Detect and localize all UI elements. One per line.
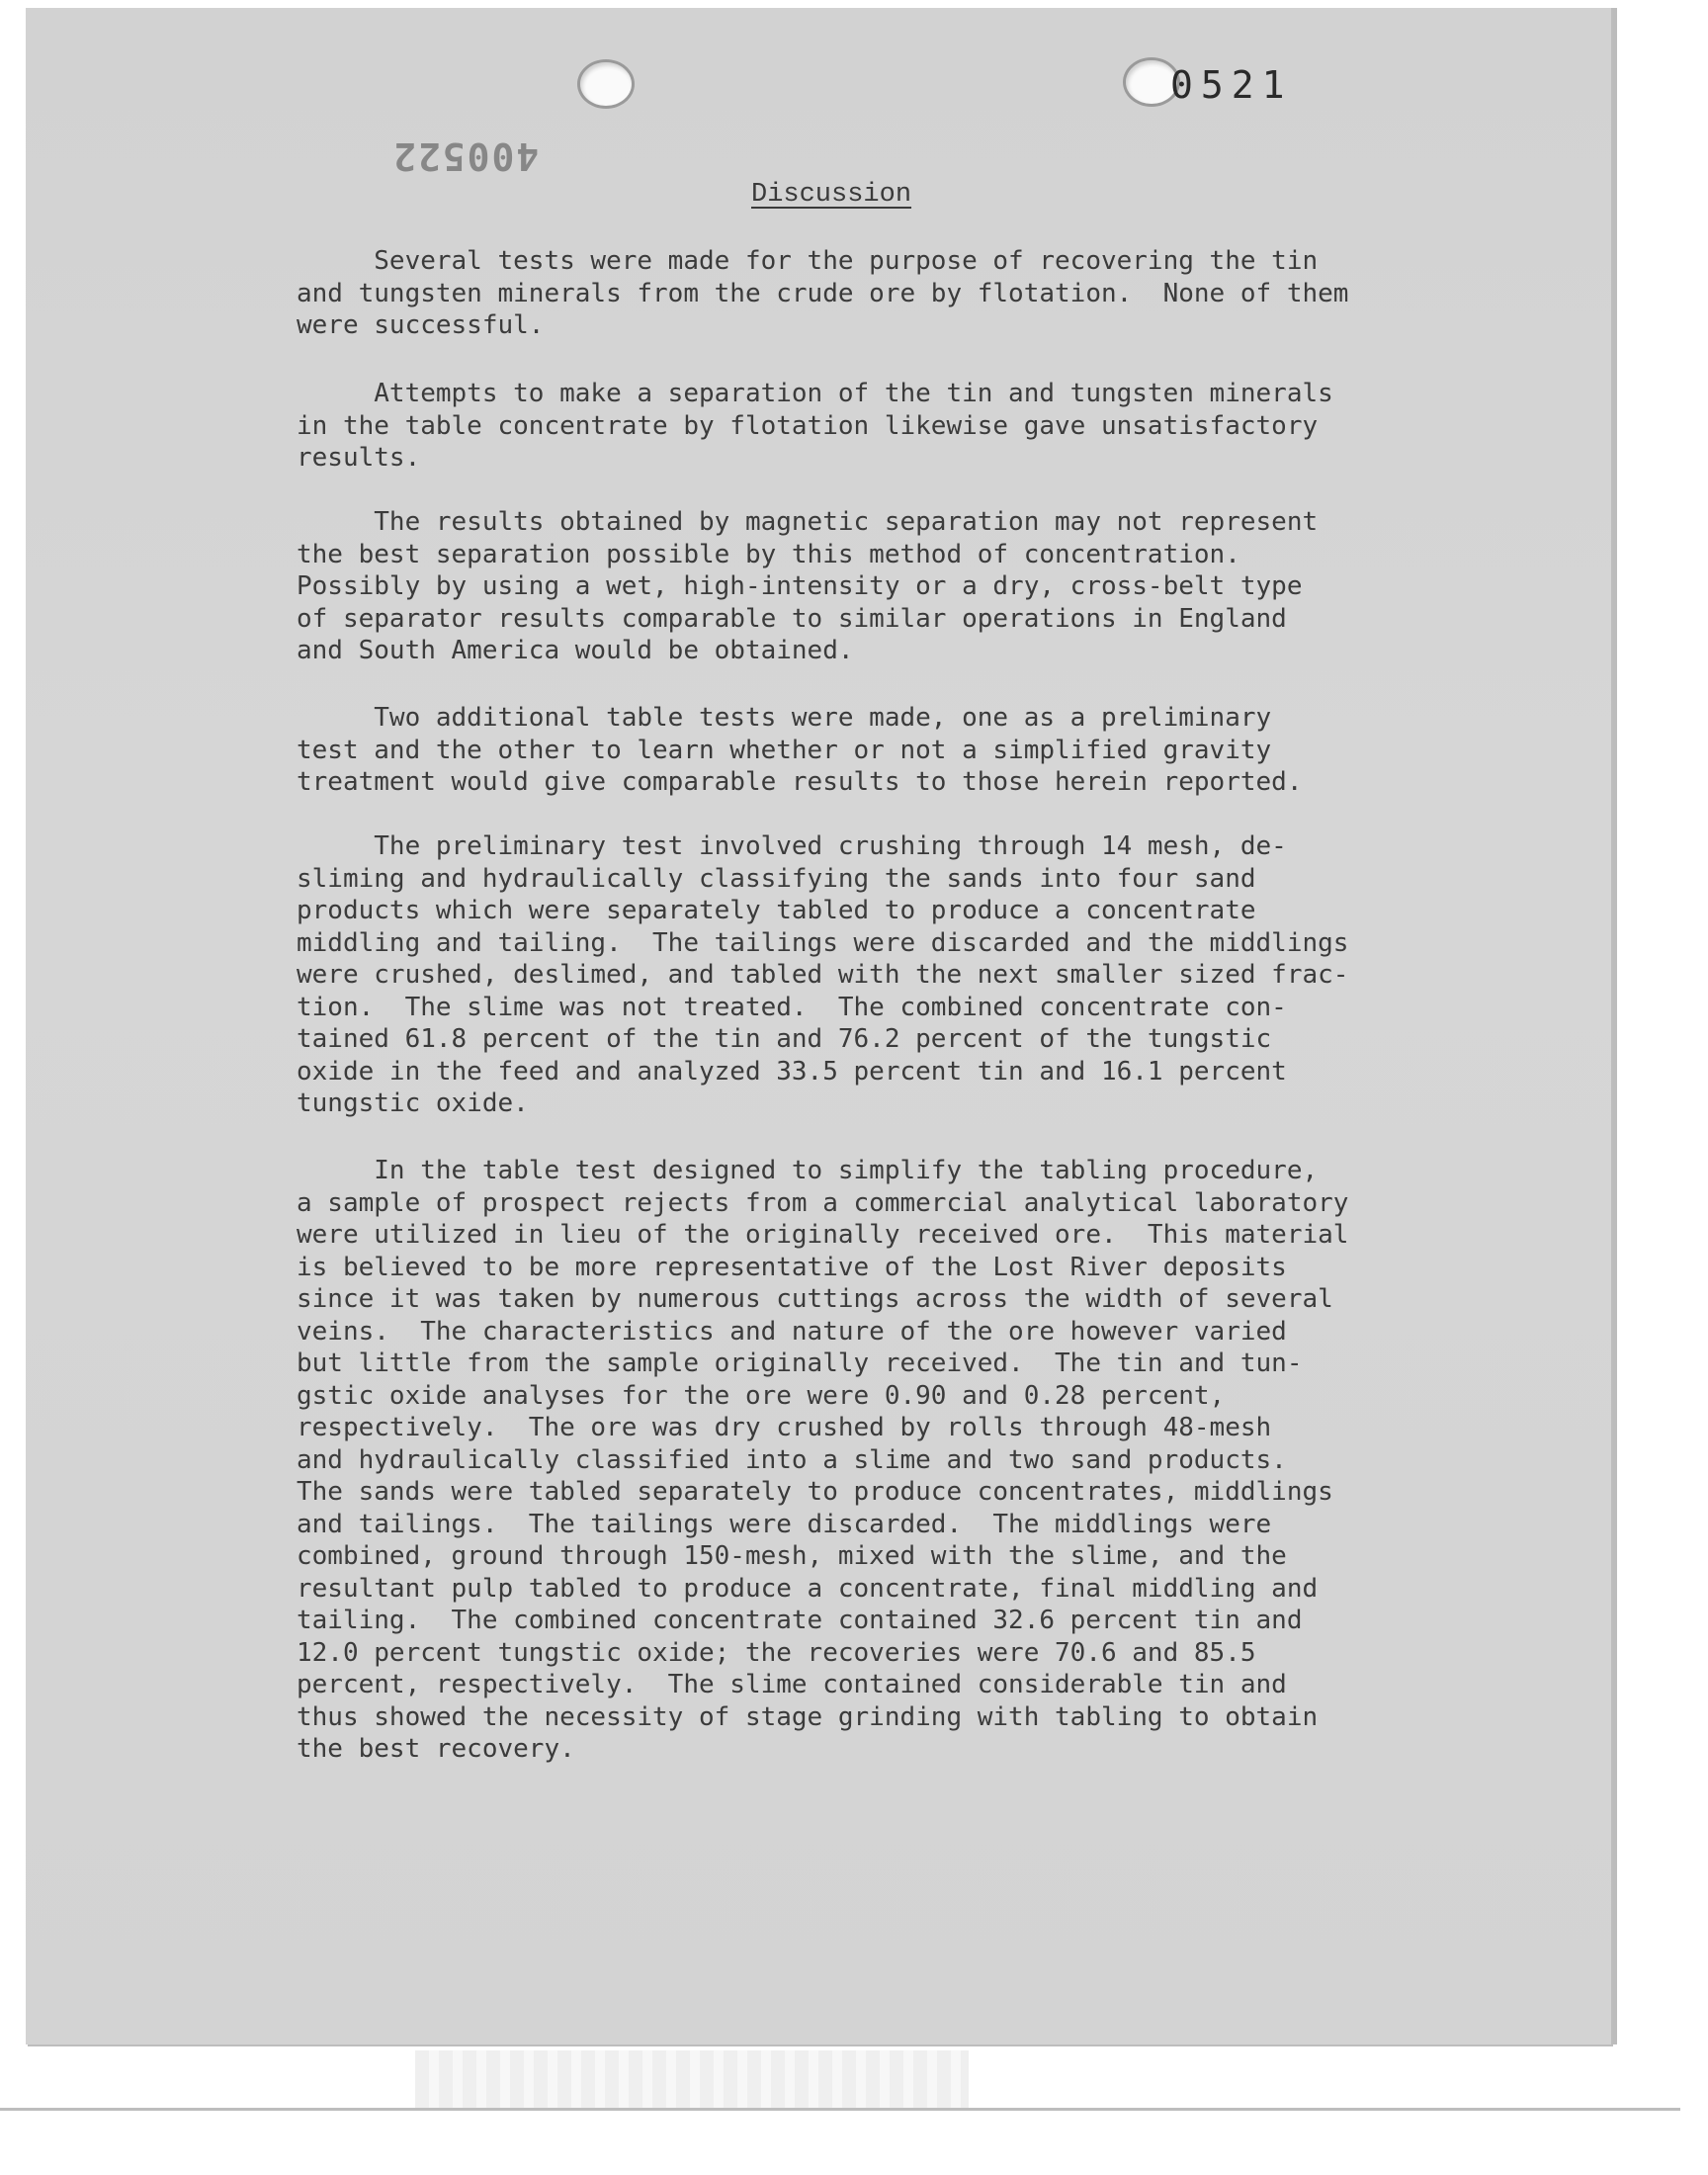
punch-hole-left — [577, 59, 635, 109]
page-number: 0521 — [1170, 63, 1293, 107]
paragraph-4 — [297, 702, 1443, 799]
text-line: the best separation possible by this method of concentration. — [297, 539, 1240, 569]
bottom-divider — [0, 2108, 1680, 2111]
text-line: percent, respectively. The slime contained considerable tin and — [297, 1670, 1287, 1699]
text-line: In the table test designed to simplify the tabling procedure, — [297, 1156, 1319, 1185]
paragraph-6 — [297, 1155, 1443, 1766]
text-line: middling and tailing. The tailings were discarded and the middlings — [297, 927, 1349, 958]
text-line: Several tests were made for the purpose of recovering the tin — [297, 246, 1319, 276]
stamp-number: 400522 — [391, 134, 540, 178]
text-line: combined, ground through 150-mesh, mixed with the slime, and the — [297, 1541, 1287, 1571]
text-line: tungstic oxide. — [297, 1088, 529, 1118]
text-line: The preliminary test involved crushing through 14 mesh, de- — [297, 831, 1287, 861]
text-line: The results obtained by magnetic separation may not represent — [297, 507, 1319, 537]
text-line: Attempts to make a separation of the tin and tungsten minerals — [297, 379, 1333, 408]
text-line: test and the other to learn whether or not a simplified gravity — [297, 735, 1272, 765]
text-line: Possibly by using a wet, high-intensity or a dry, cross-belt type — [297, 571, 1303, 601]
text-line: products which were separately tabled to produce a concentrate — [297, 896, 1256, 925]
text-line: were successful. — [297, 310, 545, 340]
text-line: but little from the sample originally received. The tin and tun- — [297, 1348, 1303, 1378]
text-line: of separator results comparable to similar operations in England — [297, 603, 1287, 634]
text-line: tailing. The combined concentrate contained 32.6 percent tin and — [297, 1606, 1303, 1635]
paragraph-5 — [297, 830, 1443, 1120]
text-line: is believed to be more representative of the Lost River deposits — [297, 1252, 1287, 1282]
text-line: tion. The slime was not treated. The combined concentrate con- — [297, 992, 1287, 1022]
text-line: results. — [297, 443, 421, 473]
text-line: the best recovery. — [297, 1734, 575, 1764]
text-line: were crushed, deslimed, and tabled with the next smaller sized frac- — [297, 960, 1349, 990]
text-line: tained 61.8 percent of the tin and 76.2 percent of the tungstic — [297, 1024, 1272, 1054]
text-line: and tailings. The tailings were discarded. The middlings were — [297, 1509, 1272, 1539]
text-line: veins. The characteristics and nature of the ore however varied — [297, 1316, 1287, 1347]
text-line: and hydraulically classified into a slime and two sand products. — [297, 1444, 1287, 1475]
text-line: and tungsten minerals from the crude ore by flotation. None of them — [297, 278, 1349, 308]
text-line: 12.0 percent tungstic oxide; the recoveries were 70.6 and 85.5 — [297, 1637, 1256, 1668]
text-line: treatment would give comparable results to those herein reported. — [297, 767, 1303, 797]
text-line: resultant pulp tabled to produce a concentrate, final middling and — [297, 1573, 1319, 1604]
text-line: in the table concentrate by flotation likewise gave unsatisfactory — [297, 410, 1319, 441]
text-line: a sample of prospect rejects from a commercial analytical laboratory — [297, 1187, 1349, 1218]
text-line: The sands were tabled separately to produce concentrates, middlings — [297, 1477, 1333, 1507]
text-line: and South America would be obtained. — [297, 636, 854, 665]
text-line: since it was taken by numerous cuttings across the width of several — [297, 1284, 1333, 1314]
text-line: gstic oxide analyses for the ore were 0.90 and 0.28 percent, — [297, 1380, 1226, 1411]
text-line: respectively. The ore was dry crushed by rolls through 48-mesh — [297, 1413, 1272, 1442]
text-line: oxide in the feed and analyzed 33.5 percent tin and 16.1 percent — [297, 1056, 1287, 1087]
sheet-edge-shadow — [1611, 8, 1617, 2044]
paragraph-1 — [297, 245, 1443, 342]
scanner-strip — [415, 2050, 969, 2108]
text-line: sliming and hydraulically classifying the sands into four sand — [297, 863, 1256, 894]
paragraph-3 — [297, 506, 1443, 667]
text-line: were utilized in lieu of the originally received ore. This material — [297, 1220, 1349, 1250]
text-line: thus showed the necessity of stage grinding with tabling to obtain — [297, 1701, 1319, 1732]
text-line: Two additional table tests were made, one as a preliminary — [297, 703, 1272, 733]
page-title: Discussion — [751, 180, 912, 210]
paragraph-2 — [297, 378, 1443, 475]
